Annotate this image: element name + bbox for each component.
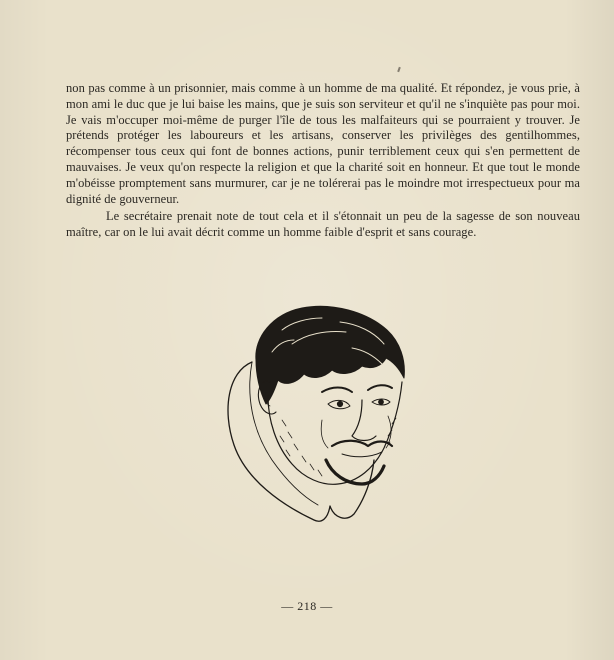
- mustache: [332, 441, 392, 446]
- page-number: — 218 —: [281, 599, 333, 613]
- body-text: [66, 81, 580, 241]
- paragraph-2: Le secrétaire prenait note de tout cela et il s'étonnait un peu de la sagesse de son nouveau maître, car on le lui avait décrit comme un homme faible d'esprit et sans courage.: [66, 209, 580, 240]
- nose: [352, 400, 376, 441]
- paragraph-1: non pas comme à un prisonnier, mais comme à un homme de ma qualité. Et répondez, je vous prie, à mon ami le duc que je lui baise les mains, que je suis son serviteur et qu'il ne s'inquiète pas pour moi. Je vais m'occuper moi-même de purger l'île de tous les malfaiteurs qui se pourraient y trouver. Je prétends protéger les laboureurs et les artisans, conserver les privilèges des gentilhommes, récompenser tous ceux qui font de bonnes actions, punir terriblement ceux qui s'en permettent de mauvaises. Je veux qu'on respecte la religion et que la charité soit en honneur. Et que tout le monde m'obéisse promptement sans murmurer, car je ne tolérerai pas le moindre mot irrespectueux pour ma dignité de gouverneur.: [66, 81, 580, 206]
- portrait-illustration: [222, 300, 412, 525]
- ink-speck: [397, 67, 401, 72]
- beard: [326, 460, 384, 484]
